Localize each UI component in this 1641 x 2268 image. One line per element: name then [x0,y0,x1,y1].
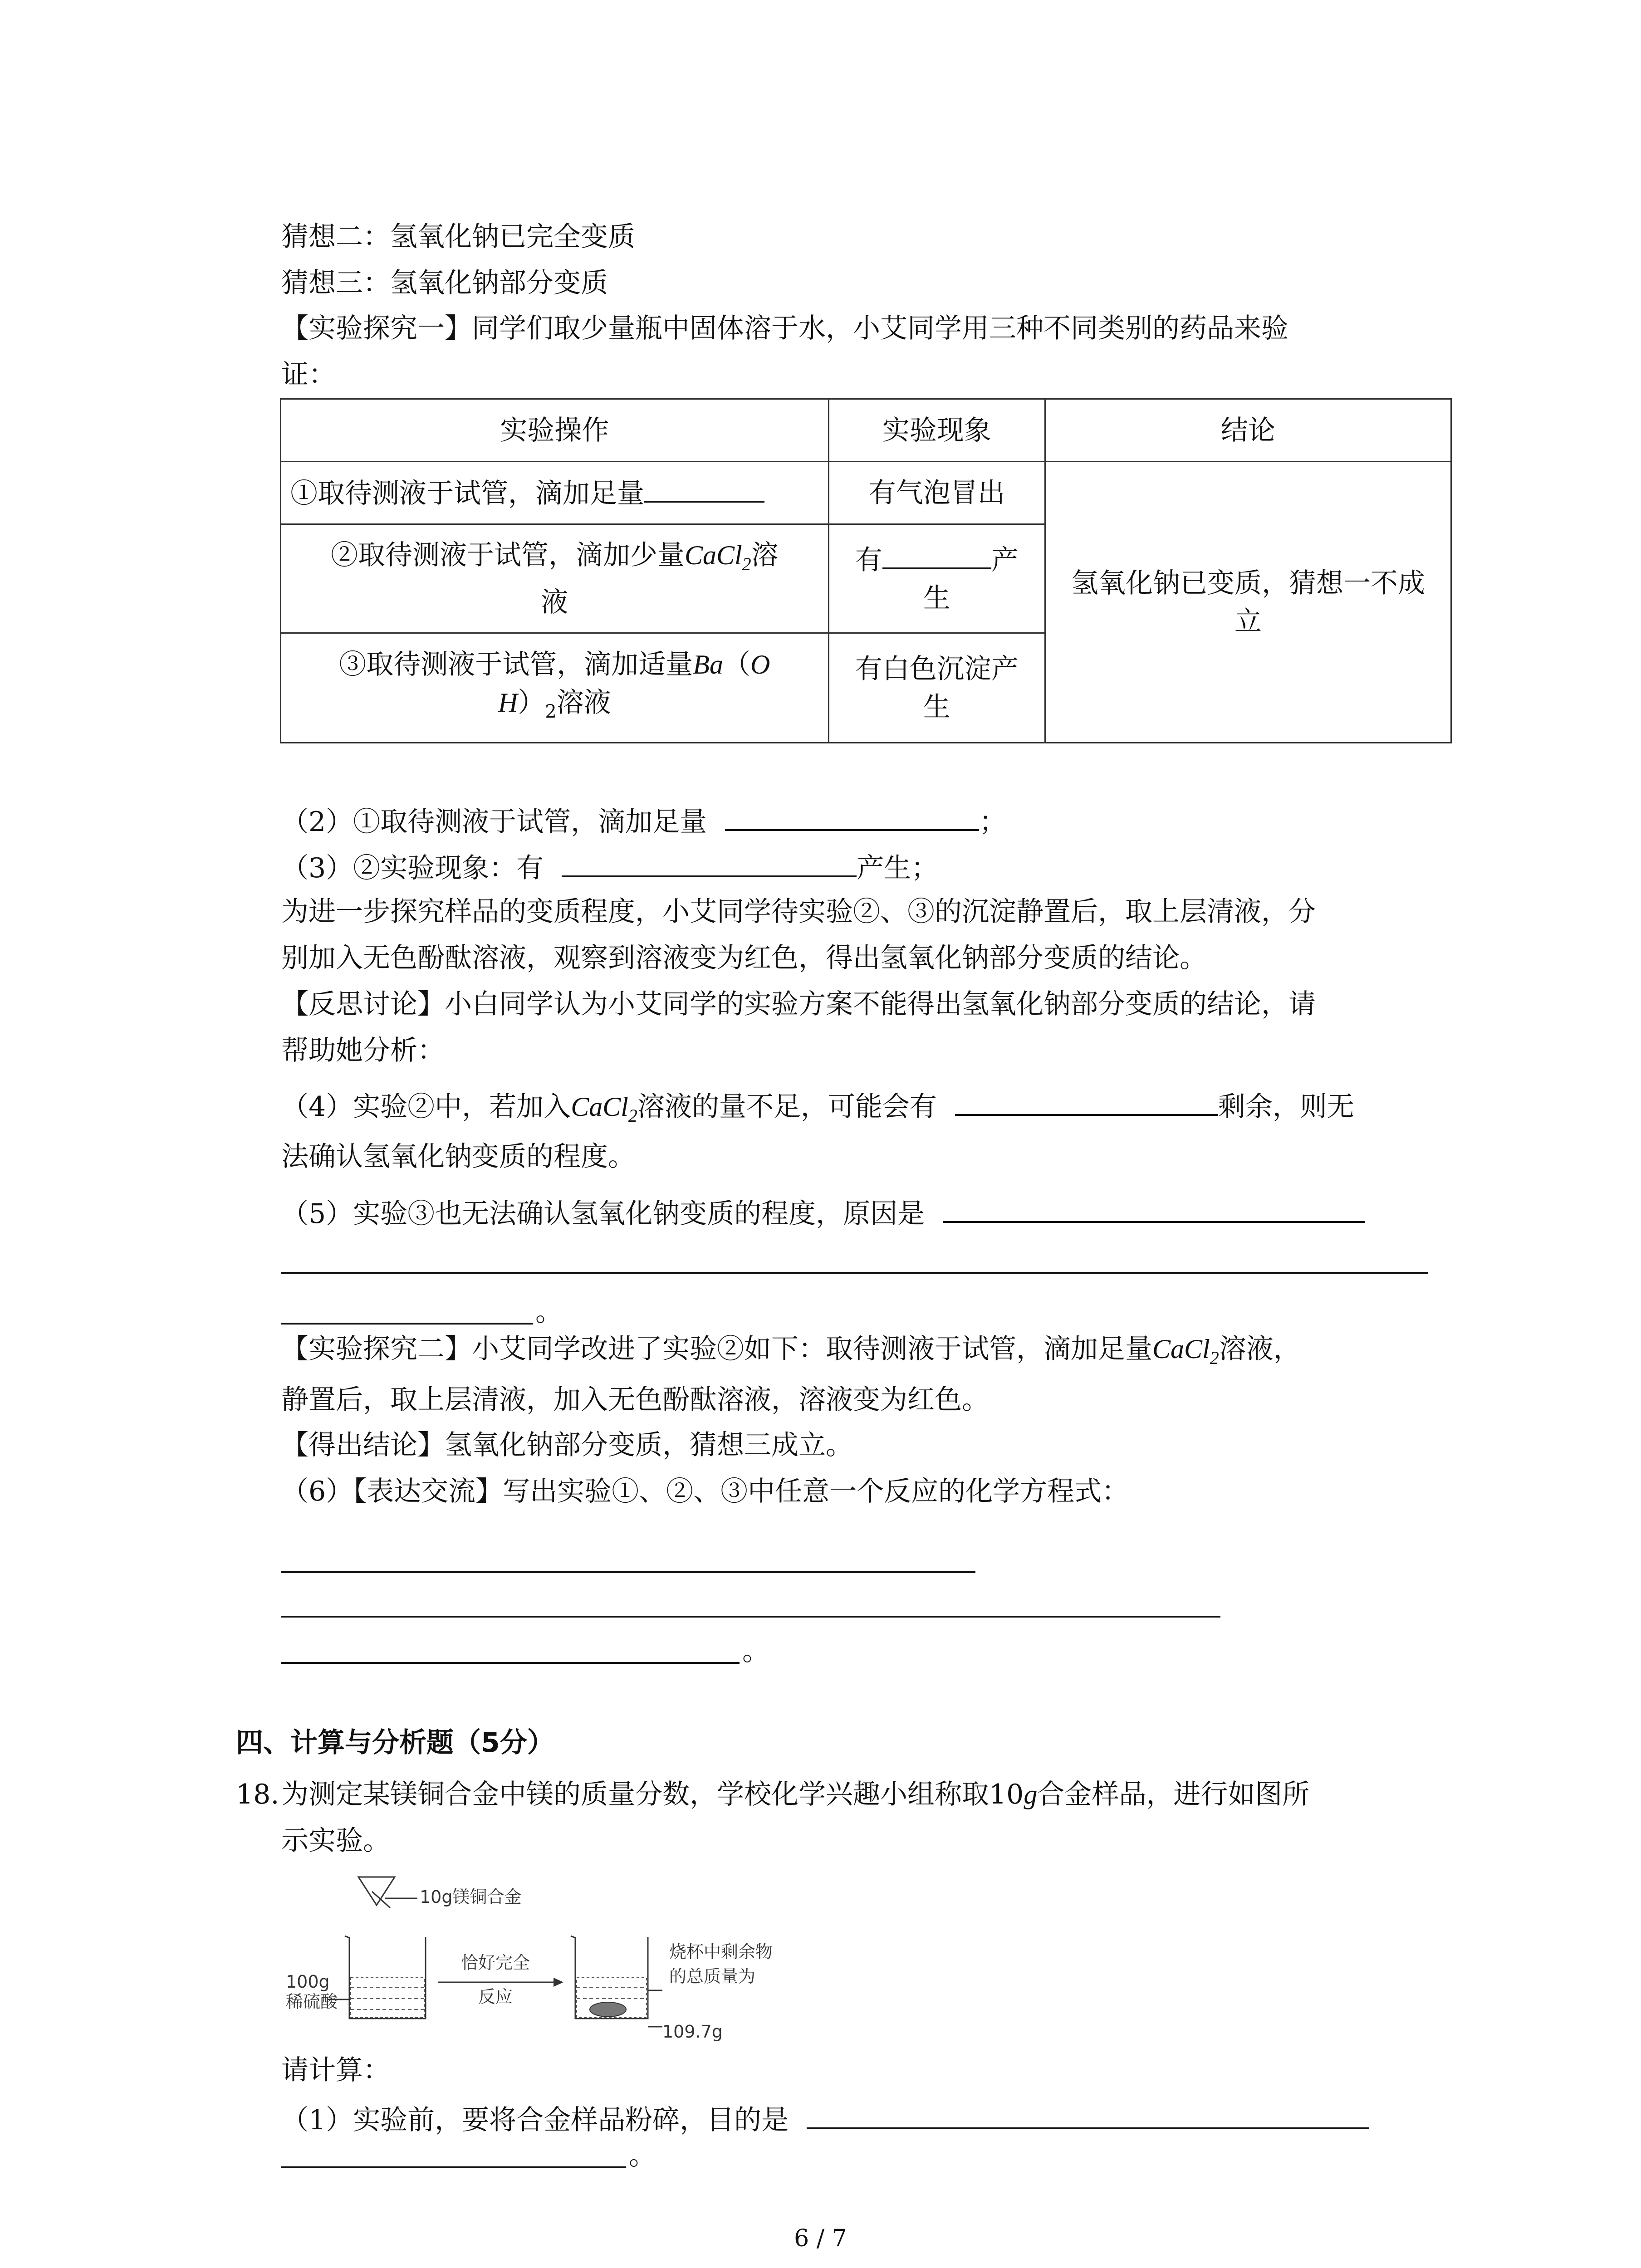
q18-number: 18. [236,1779,279,1810]
page-number: 6 / 7 [794,2225,847,2252]
row2-observation-line1: 有 产 [838,540,1035,579]
row3-operation-line1: ③取待测液于试管，滴加适量Ba（O [339,648,770,680]
table-header-observation: 实验现象 [828,399,1045,462]
calculation-label: 请计算： [281,2054,390,2086]
row3-observation-line2: 生 [923,691,950,723]
row3-observation-line1: 有白色沉淀产 [855,653,1019,685]
question-4-line2: 法确认氢氧化钠变质的程度。 [281,1141,635,1173]
exp1-intro-line2: 证： [281,359,336,391]
row1-operation-blank[interactable] [644,474,764,503]
row2-operation [281,524,829,633]
q18-line2: 示实验。 [281,1825,390,1857]
q6-answer-blank-2[interactable] [281,1616,1220,1618]
q5-answer-blank-2[interactable] [281,1272,1428,1274]
table-header-operation: 实验操作 [281,399,829,462]
acid-liquid [351,1978,424,2018]
weighing-paper-icon [358,1877,395,1905]
reflection-line2: 帮助她分析： [281,1035,445,1066]
row2-operation-line2: 液 [541,586,568,618]
row2-observation-blank[interactable] [882,540,991,569]
row1-observation: 有气泡冒出 [828,462,1045,524]
acid-name-label: 稀硫酸 [286,1992,338,2012]
question-6: （6）【表达交流】写出实验①、②、③中任意一个反应的化学方程式： [281,1476,1129,1507]
row2-observation [828,524,1045,633]
spatula-icon [372,1892,390,1908]
q5-end-mark: 。 [535,1296,563,1328]
row1-operation-text: ①取待测液于试管，滴加足量 [290,477,644,509]
question-4-line1: （4）实验②中，若加入CaCl$_2$溶液的量不足，可能会有 剩余，则无 [281,1087,1354,1134]
table-header-conclusion: 结论 [1045,399,1451,462]
arrow-bottom-label: 反应 [478,1987,513,2007]
row1-operation [281,462,829,524]
conclusion-text: 氢氧化钠已变质，猜想一不成立 [1071,567,1425,637]
reflection-line1: 【反思讨论】小白同学认为小艾同学的实验方案不能得出氢氧化钠部分变质的结论，请 [281,988,1316,1020]
row3-observation [828,633,1045,743]
remain-label-2: 的总质量为 [669,1966,756,1986]
conclusion-result: 【得出结论】氢氧化钠部分变质，猜想三成立。 [281,1429,853,1461]
q18-line1: 为测定某镁铜合金中镁的质量分数，学校化学兴趣小组称取10g合金样品，进行如图所 [281,1779,1310,1810]
q18-1-answer-blank-2[interactable] [281,2166,626,2168]
question-3: （3）②实验现象：有 产生； [281,848,938,886]
table-header-row [281,399,1451,462]
alloy-label: 10g镁铜合金 [420,1887,522,1907]
question-5: （5）实验③也无法确认氢氧化钠变质的程度，原因是 [281,1194,1365,1232]
paragraph-further-line2: 别加入无色酚酞溶液，观察到溶液变为红色，得出氢氧化钠部分变质的结论。 [281,942,1207,974]
hypothesis-3: 猜想三：氢氧化钠部分变质 [281,267,608,299]
q6-answer-blank-1[interactable] [281,1571,975,1573]
remain-label-1: 烧杯中剩余物 [669,1942,773,1962]
row3-operation-line2: $H)_2$溶液 [498,686,611,722]
question-2: （2）①取待测液于试管，滴加足量 ； [281,802,1006,840]
arrow-head-icon [554,1978,563,1987]
q2-answer-blank[interactable] [725,802,979,831]
q6-end-mark: 。 [742,1635,769,1667]
q18-1-end-mark: 。 [629,2140,656,2171]
exp2-line1: 【实验探究二】小艾同学改进了实验②如下：取待测液于试管，滴加足量CaCl$_2$溶液， [281,1333,1301,1368]
acid-mass-label: 100g [286,1972,330,1992]
experiment-figure [281,1869,798,2050]
table-conclusion [1045,462,1451,743]
exp2-line2: 静置后，取上层清液，加入无色酚酞溶液，溶液变为红色。 [281,1384,989,1416]
section-4-heading: 四、计算与分析题（5分） [236,1727,554,1759]
hypothesis-2: 猜想二：氢氧化钠已完全变质 [281,221,635,253]
q5-answer-blank-3[interactable] [281,1323,533,1325]
exp1-intro-line1: 【实验探究一】同学们取少量瓶中固体溶于水，小艾同学用三种不同类别的药品来验 [281,313,1288,344]
q18-sub1: （1）实验前，要将合金样品粉碎，目的是 [281,2100,1369,2138]
arrow-top-label: 恰好完全 [460,1953,530,1973]
q6-answer-blank-3[interactable] [281,1662,740,1664]
row3-operation [281,633,829,743]
paragraph-further-line1: 为进一步探究样品的变质程度，小艾同学待实验②、③的沉淀静置后，取上层清液，分 [281,896,1316,928]
q4-answer-blank[interactable] [955,1087,1218,1116]
remain-label-3: 109.7g [662,2022,723,2042]
row2-observation-line2: 生 [923,582,950,614]
row2-operation-line1: ②取待测液于试管，滴加少量CaCl$_2$溶 [330,539,779,574]
q18-1-answer-blank-1[interactable] [807,2100,1369,2129]
experiment-table [280,398,1452,743]
q5-answer-blank-1[interactable] [943,1194,1365,1223]
residue-solid-icon [590,2002,626,2017]
q3-answer-blank[interactable] [562,848,857,877]
table-row [281,462,1451,524]
